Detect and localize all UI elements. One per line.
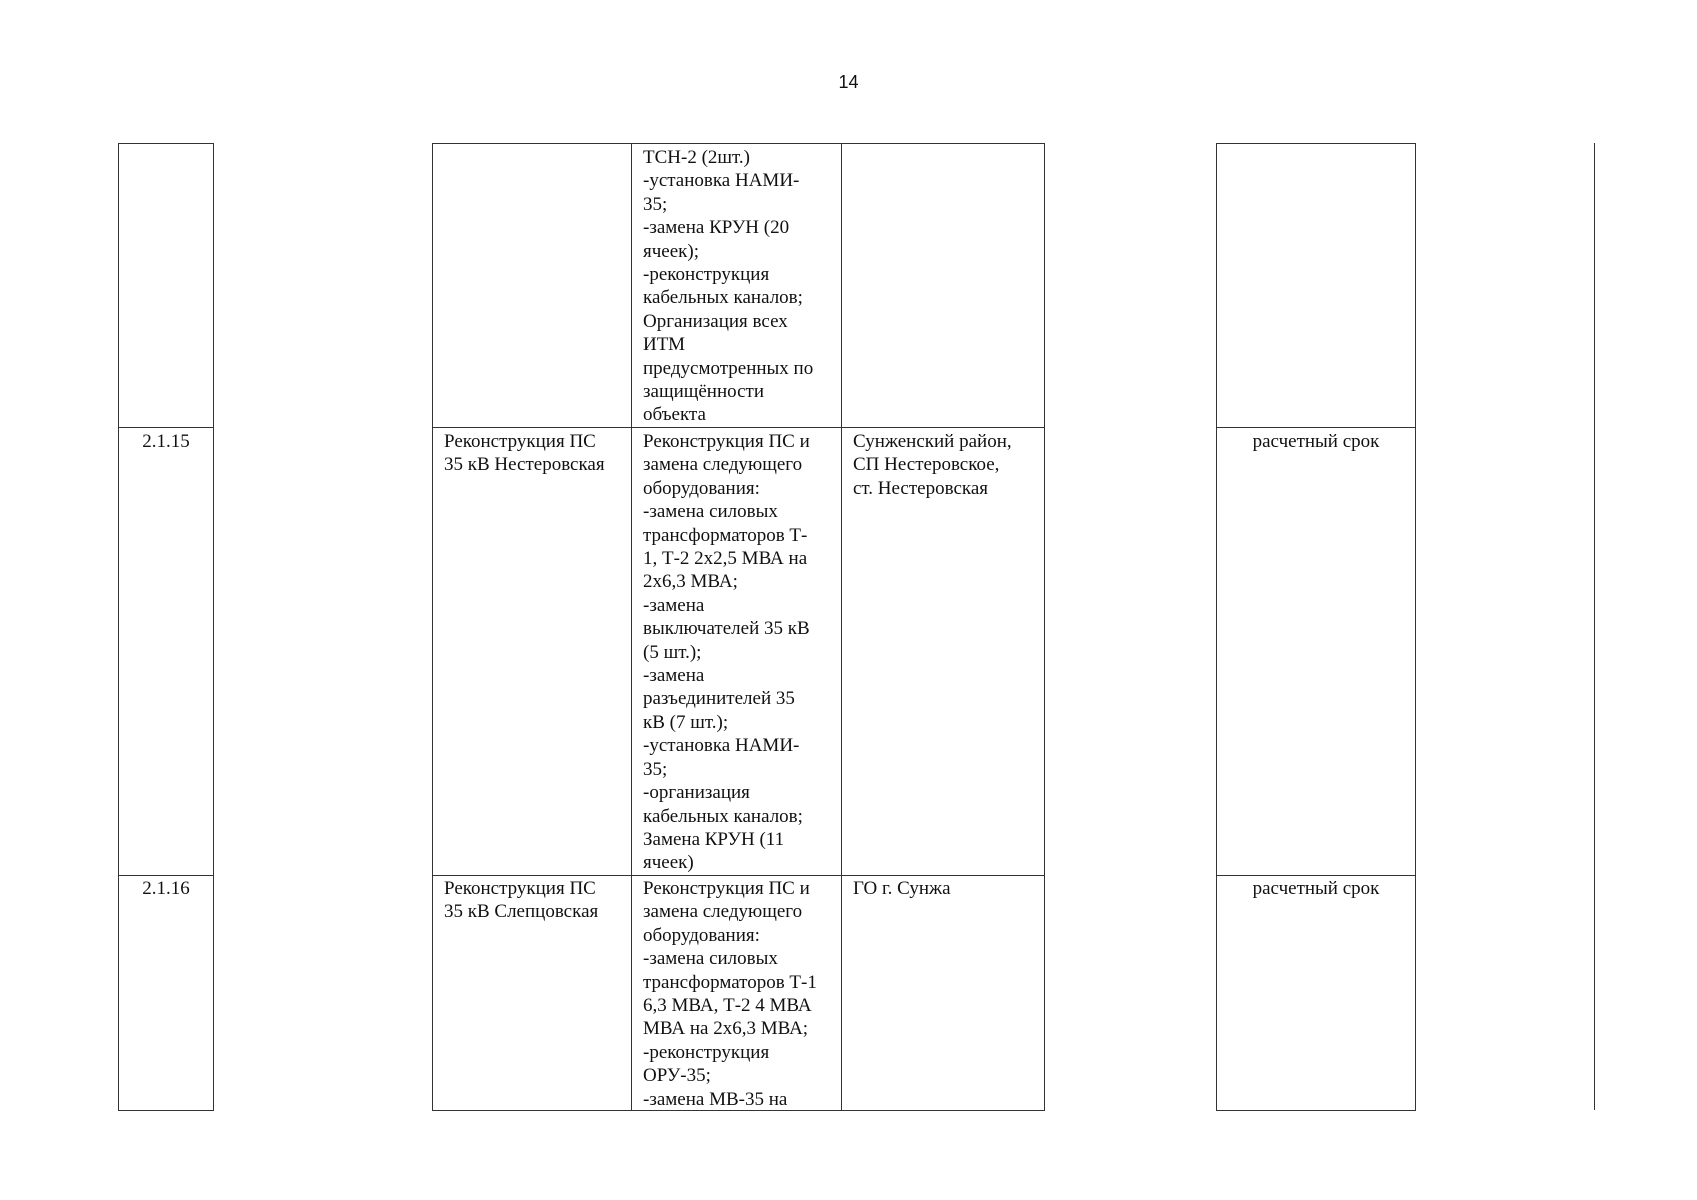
column-divider <box>1044 143 1045 1110</box>
work-description: Реконструкция ПС и замена следующего оборудования: -замена силовых трансформаторов Т-1 6,3 МВА, Т-2 4 МВА МВА на 2х6,3 МВА; -реконструкция ОРУ-35; -замена МВ-35 на <box>643 878 817 1110</box>
implementation-term: расчетный срок <box>1252 878 1380 899</box>
column-divider <box>841 143 842 1110</box>
location: ГО г. Сунжа <box>853 878 951 899</box>
column-divider <box>1216 143 1217 1110</box>
column-divider <box>213 143 214 1110</box>
object-name: Реконструкция ПС 35 кВ Слепцовская <box>444 878 599 923</box>
row-divider <box>1216 427 1416 428</box>
table-border-right <box>1594 143 1595 1110</box>
row-divider <box>1216 1110 1416 1111</box>
row-divider <box>118 875 214 876</box>
table-row: ТСН-2 (2шт.) -установка НАМИ- 35; -замена КРУН (20 ячеек); -реконструкция кабельных каналов; Организация всех ИТМ предусмотренных по защищённости объекта <box>643 147 814 426</box>
row-number: 2.1.15 <box>142 431 190 452</box>
row-number: 2.1.16 <box>142 878 190 899</box>
row-divider <box>118 143 214 144</box>
page-number: 14 <box>838 72 859 92</box>
column-divider <box>631 143 632 1110</box>
row-divider <box>1216 143 1416 144</box>
column-divider <box>432 143 433 1110</box>
row-divider <box>432 875 1045 876</box>
row-divider <box>118 1110 214 1111</box>
row-divider <box>432 143 1045 144</box>
location: Сунженский район, СП Нестеровское, ст. Нестеровская <box>853 431 1012 499</box>
column-divider <box>1415 143 1416 1110</box>
row-divider <box>118 427 214 428</box>
implementation-term: расчетный срок <box>1252 431 1380 452</box>
row-divider <box>432 427 1045 428</box>
work-description: Реконструкция ПС и замена следующего оборудования: -замена силовых трансформаторов Т- 1, Т-2 2х2,5 МВА на 2х6,3 МВА; -замена выключателей 35 кВ (5 шт.); -замена разъединителей 35 кВ (7 шт.); -установка НАМИ- 35; -организация кабельных каналов; Замена КРУН (11 ячеек) <box>643 431 810 874</box>
table-border-left <box>118 143 119 1110</box>
object-name: Реконструкция ПС 35 кВ Нестеровская <box>444 431 605 476</box>
row-divider <box>1216 875 1416 876</box>
